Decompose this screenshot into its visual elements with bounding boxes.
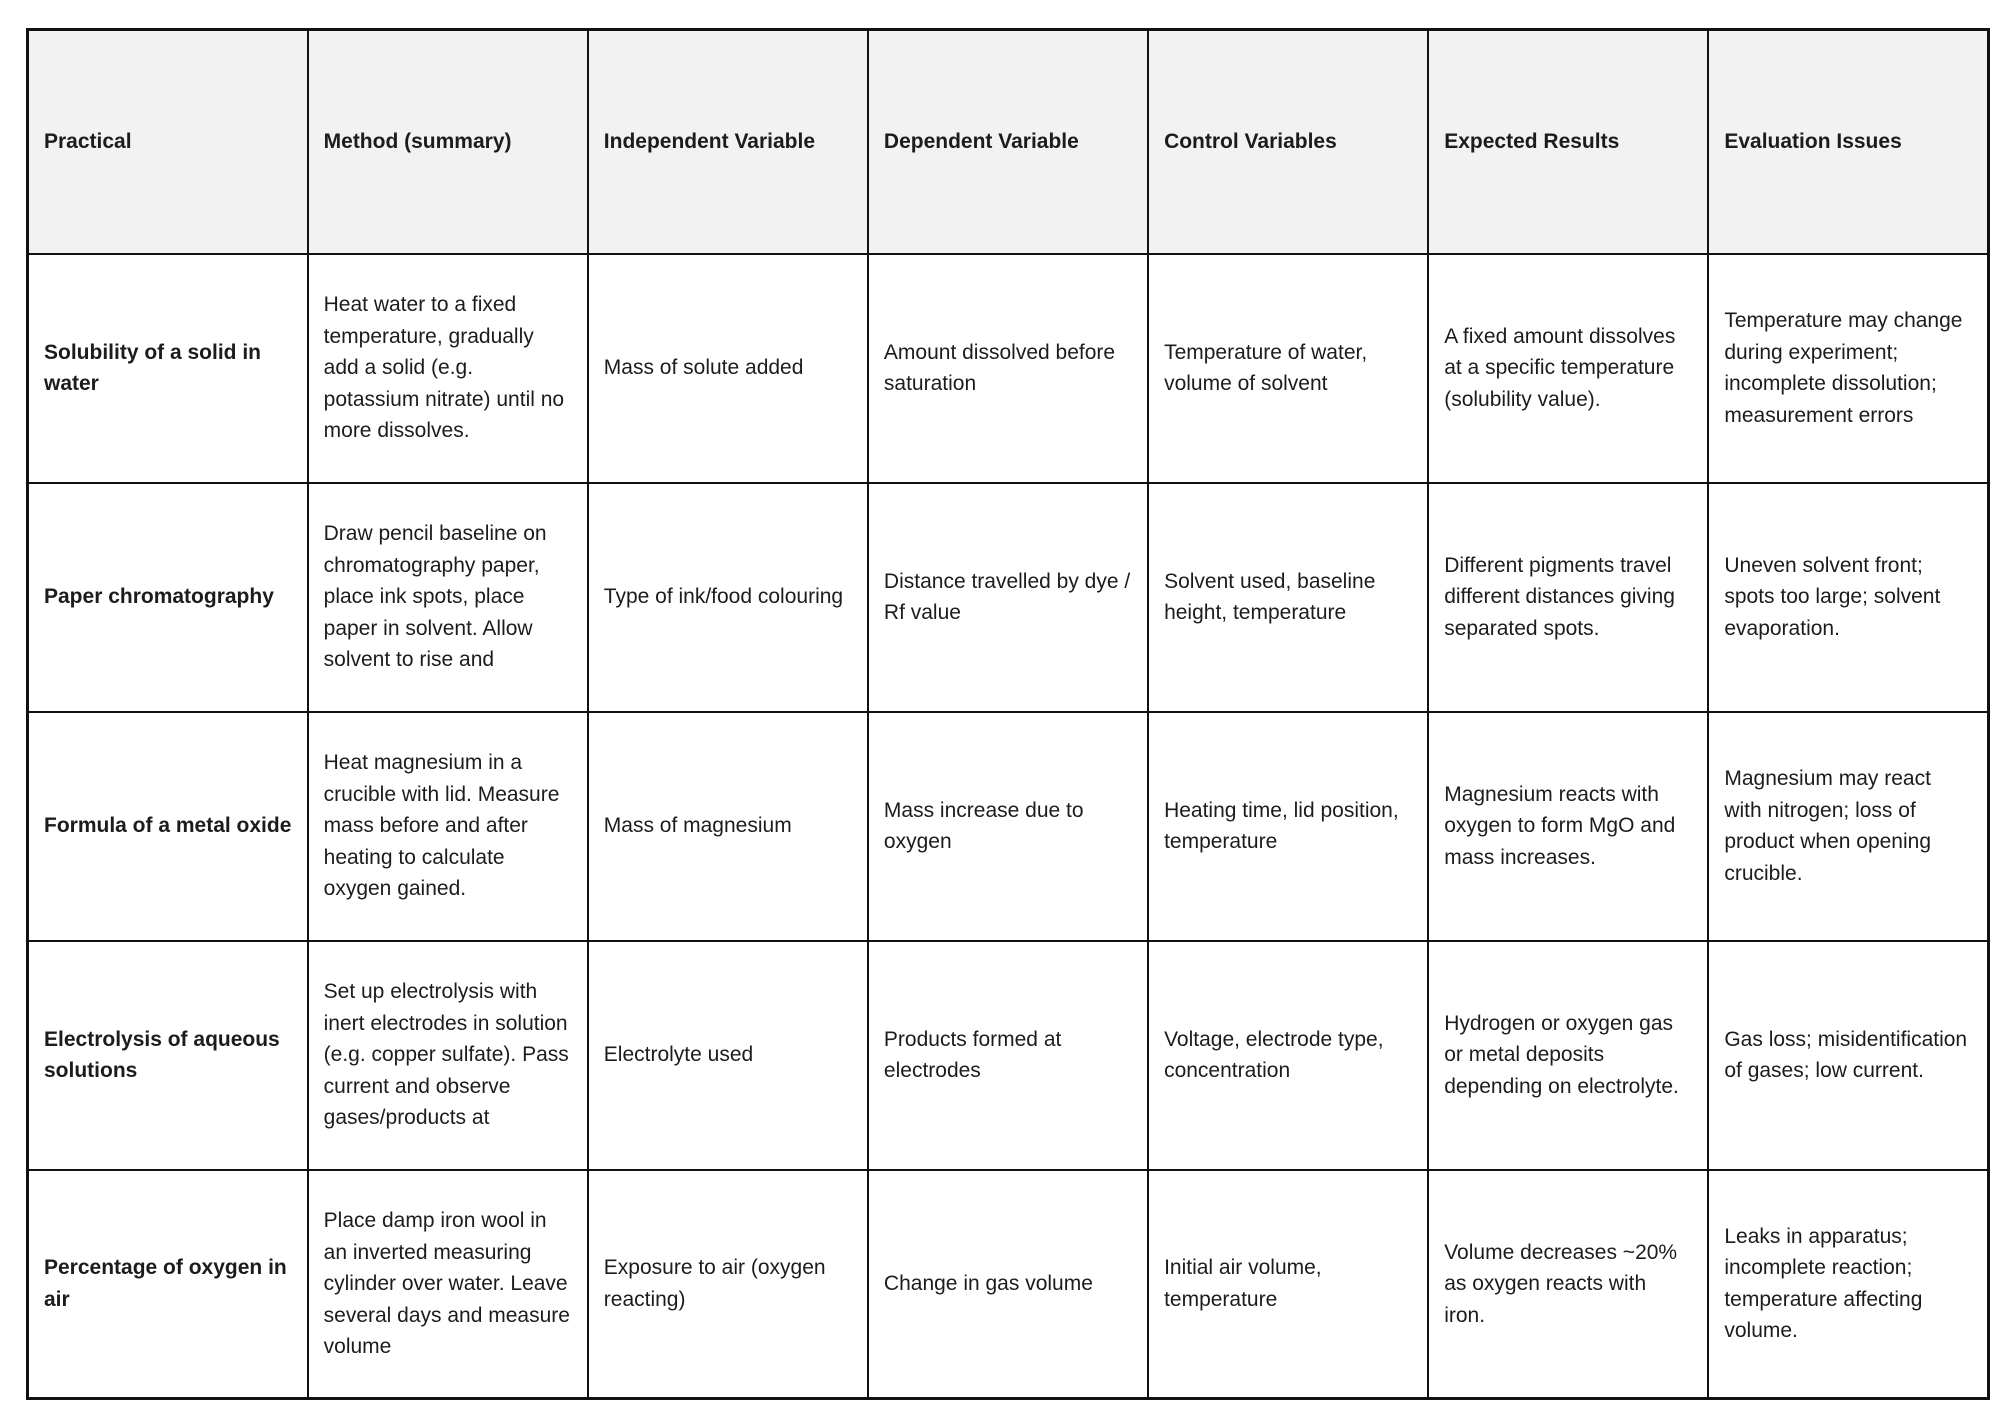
table-cell: Exposure to air (oxygen reacting) [588,1170,868,1399]
table-cell: Volume decreases ~20% as oxygen reacts with iron. [1428,1170,1708,1399]
practical-name-cell: Formula of a metal oxide [28,712,308,941]
table-cell: Magnesium reacts with oxygen to form MgO and mass increases. [1428,712,1708,941]
column-header-independent-variable: Independent Variable [588,30,868,254]
table-cell: Gas loss; misidentification of gases; low current. [1708,941,1988,1170]
table-cell: Distance travelled by dye / Rf value [868,483,1148,712]
table-cell: Draw pencil baseline on chromatography paper, place ink spots, place paper in solvent. Allow solvent to rise and [308,483,588,712]
table-cell: Change in gas volume [868,1170,1148,1399]
table-cell: Hydrogen or oxygen gas or metal deposits depending on electrolyte. [1428,941,1708,1170]
practical-name-cell: Electrolysis of aqueous solutions [28,941,308,1170]
table-row [28,254,1989,483]
table-row [28,1170,1989,1399]
table-cell: Solvent used, baseline height, temperature [1148,483,1428,712]
practical-name-cell: Paper chromatography [28,483,308,712]
table-cell: Mass of solute added [588,254,868,483]
table-cell: Mass increase due to oxygen [868,712,1148,941]
table-cell: Heating time, lid position, temperature [1148,712,1428,941]
column-header-expected-results: Expected Results [1428,30,1708,254]
column-header-evaluation-issues: Evaluation Issues [1708,30,1988,254]
table-cell: A fixed amount dissolves at a specific temperature (solubility value). [1428,254,1708,483]
table-cell: Mass of magnesium [588,712,868,941]
column-header-dependent-variable: Dependent Variable [868,30,1148,254]
table-cell: Type of ink/food colouring [588,483,868,712]
table-cell: Leaks in apparatus; incomplete reaction; temperature affecting volume. [1708,1170,1988,1399]
practicals-table [26,28,1990,1400]
table-cell: Voltage, electrode type, concentration [1148,941,1428,1170]
column-header-control-variables: Control Variables [1148,30,1428,254]
table-body [28,254,1989,1399]
table-cell: Products formed at electrodes [868,941,1148,1170]
table-cell: Heat magnesium in a crucible with lid. Measure mass before and after heating to calculate oxygen gained. [308,712,588,941]
table-row [28,483,1989,712]
table-header [28,30,1989,254]
practical-name-cell: Percentage of oxygen in air [28,1170,308,1399]
table-row [28,712,1989,941]
table-cell: Different pigments travel different distances giving separated spots. [1428,483,1708,712]
header-row [28,30,1989,254]
table-cell: Initial air volume, temperature [1148,1170,1428,1399]
table-row [28,941,1989,1170]
table-cell: Place damp iron wool in an inverted measuring cylinder over water. Leave several days and measure volume [308,1170,588,1399]
column-header-practical: Practical [28,30,308,254]
table-cell: Set up electrolysis with inert electrodes in solution (e.g. copper sulfate). Pass current and observe gases/products at [308,941,588,1170]
table-cell: Uneven solvent front; spots too large; solvent evaporation. [1708,483,1988,712]
column-header-method: Method (summary) [308,30,588,254]
table-cell: Magnesium may react with nitrogen; loss of product when opening crucible. [1708,712,1988,941]
practical-name-cell: Solubility of a solid in water [28,254,308,483]
table-cell: Temperature of water, volume of solvent [1148,254,1428,483]
table-cell: Heat water to a fixed temperature, gradually add a solid (e.g. potassium nitrate) until no more dissolves. [308,254,588,483]
table-cell: Temperature may change during experiment; incomplete dissolution; measurement errors [1708,254,1988,483]
table-cell: Amount dissolved before saturation [868,254,1148,483]
table-cell: Electrolyte used [588,941,868,1170]
